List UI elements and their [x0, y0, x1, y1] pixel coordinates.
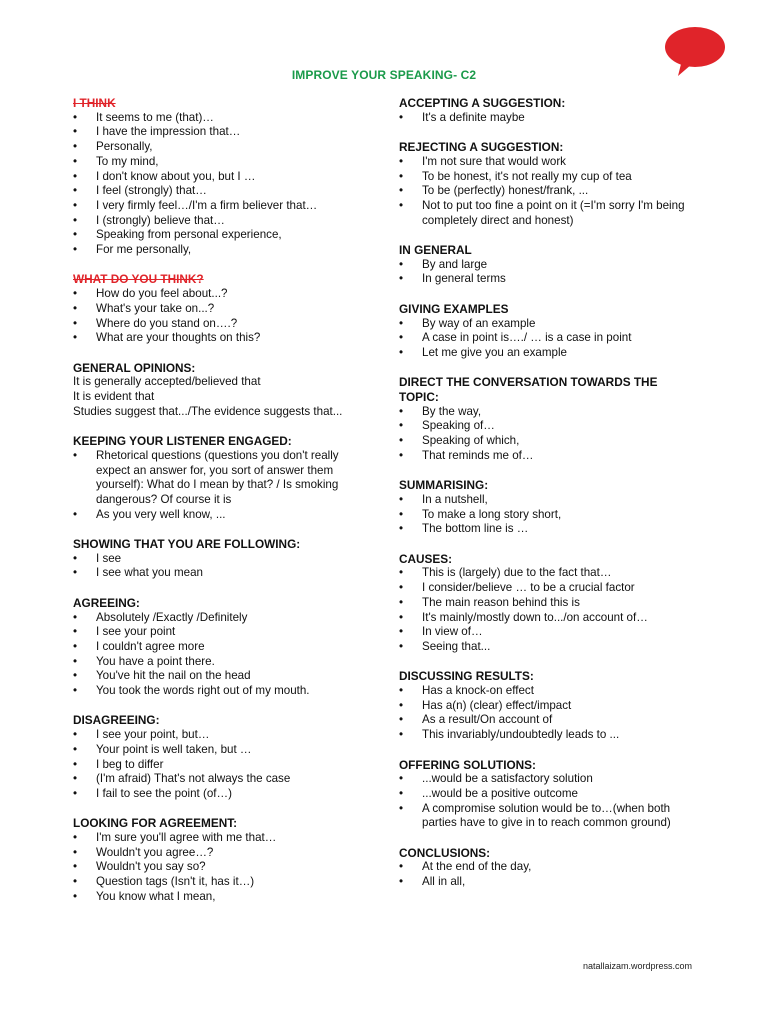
right-column	[399, 96, 699, 905]
list-item: • I don't know about you, but I …	[73, 170, 373, 185]
phrase-list	[399, 566, 699, 654]
section-heading: LOOKING FOR AGREEMENT:	[73, 816, 238, 831]
list-item: • It seems to me (that)…	[73, 111, 373, 126]
section-in-general	[399, 243, 699, 287]
list-item: • How do you feel about...?	[73, 287, 373, 302]
section-heading: SHOWING THAT YOU ARE FOLLOWING:	[73, 537, 301, 552]
list-item: • By the way,	[399, 405, 699, 420]
list-item: • This invariably/undoubtedly leads to ...	[399, 728, 699, 743]
list-item: • For me personally,	[73, 243, 373, 258]
list-item-line: dangerous? Of course it is	[96, 492, 232, 506]
phrase-list	[399, 405, 699, 464]
phrase-list	[399, 258, 699, 287]
phrase-list	[73, 831, 373, 905]
text-line: Studies suggest that.../The evidence suggests that...	[73, 404, 343, 418]
list-item-line: • Rhetorical questions (questions you don't really	[96, 448, 339, 462]
left-column	[73, 96, 373, 919]
section-accepting-suggestion	[399, 96, 699, 125]
phrase-list	[73, 449, 373, 523]
list-item: • By way of an example	[399, 317, 699, 332]
section-general-opinions	[73, 361, 373, 420]
list-item: • As you very well know, ...	[73, 508, 373, 523]
phrase-list	[73, 611, 373, 699]
section-heading: WHAT DO YOU THINK?	[73, 272, 204, 287]
list-item: • To be (perfectly) honest/frank, ...	[399, 184, 699, 199]
section-heading: GENERAL OPINIONS:	[73, 360, 196, 375]
phrase-list	[399, 155, 699, 229]
section-heading: OFFERING SOLUTIONS:	[399, 757, 536, 772]
list-item: • Seeing that...	[399, 640, 699, 655]
list-item: • You've hit the nail on the head	[73, 669, 373, 684]
footer-url: natallaizam.wordpress.com	[583, 961, 693, 971]
list-item: • Speaking from personal experience,	[73, 228, 373, 243]
list-item: • ...would be a positive outcome	[399, 787, 699, 802]
section-agreeing	[73, 596, 373, 699]
section-discussing-results	[399, 669, 699, 743]
section-what-do-you-think	[73, 272, 373, 346]
phrase-list	[399, 860, 699, 889]
list-item: • It's a definite maybe	[399, 111, 699, 126]
list-item	[73, 449, 373, 508]
list-item: • I consider/believe … to be a crucial factor	[399, 581, 699, 596]
list-item: • Wouldn't you agree…?	[73, 846, 373, 861]
list-item: • I feel (strongly) that…	[73, 184, 373, 199]
section-direct-conversation	[399, 375, 699, 463]
section-heading: AGREEING:	[73, 595, 140, 610]
list-item: • By and large	[399, 258, 699, 273]
list-item: • I see what you mean	[73, 566, 373, 581]
list-item	[399, 199, 699, 228]
list-item: • To be honest, it's not really my cup of tea	[399, 170, 699, 185]
list-item: • I beg to differ	[73, 758, 373, 773]
section-heading: DISCUSSING RESULTS:	[399, 669, 534, 684]
list-item: • I couldn't agree more	[73, 640, 373, 655]
list-item: • That reminds me of…	[399, 449, 699, 464]
list-item: • In view of…	[399, 625, 699, 640]
section-showing-following	[73, 537, 373, 581]
section-heading: CONCLUSIONS:	[399, 845, 491, 860]
section-rejecting-suggestion	[399, 140, 699, 228]
section-heading: DIRECT THE CONVERSATION TOWARDS THE	[399, 375, 658, 390]
list-item: • I see	[73, 552, 373, 567]
list-item: • To make a long story short,	[399, 508, 699, 523]
list-item: • You know what I mean,	[73, 890, 373, 905]
list-item: • I'm sure you'll agree with me that…	[73, 831, 373, 846]
list-item: • All in all,	[399, 875, 699, 890]
list-item: • What's your take on...?	[73, 302, 373, 317]
list-item: • I fail to see the point (of…)	[73, 787, 373, 802]
phrase-list	[399, 684, 699, 743]
list-item-line: • Not to put too fine a point on it (=I'm sorry I'm being	[422, 198, 685, 212]
list-item: • What are your thoughts on this?	[73, 331, 373, 346]
list-item: • You took the words right out of my mouth.	[73, 684, 373, 699]
page-title: IMPROVE YOUR SPEAKING- C2	[291, 68, 477, 82]
list-item: • Let me give you an example	[399, 346, 699, 361]
section-disagreeing	[73, 713, 373, 801]
list-item: • I have the impression that…	[73, 125, 373, 140]
list-item: • ...would be a satisfactory solution	[399, 772, 699, 787]
section-heading: REJECTING A SUGGESTION:	[399, 140, 564, 155]
phrase-list	[73, 552, 373, 581]
section-heading: I THINK	[73, 96, 116, 110]
phrase-list	[399, 317, 699, 361]
list-item: • I'm not sure that would work	[399, 155, 699, 170]
section-i-think	[73, 96, 373, 258]
list-item: • Speaking of…	[399, 419, 699, 434]
section-causes	[399, 552, 699, 655]
list-item: • Question tags (Isn't it, has it…)	[73, 875, 373, 890]
section-heading: CAUSES:	[399, 551, 453, 566]
list-item: • I see your point, but…	[73, 728, 373, 743]
list-item-line: completely direct and honest)	[422, 213, 574, 227]
list-item: • This is (largely) due to the fact that…	[399, 566, 699, 581]
phrase-list	[399, 111, 699, 126]
list-item: • At the end of the day,	[399, 860, 699, 875]
list-item: • I very firmly feel…/I'm a firm believer that…	[73, 199, 373, 214]
list-item: • In a nutshell,	[399, 493, 699, 508]
list-item: • Absolutely /Exactly /Definitely	[73, 611, 373, 626]
list-item-line: expect an answer for, you sort of answer them	[96, 463, 334, 477]
section-heading-continued: TOPIC:	[399, 390, 439, 404]
phrase-list	[73, 111, 373, 258]
list-item: • Personally,	[73, 140, 373, 155]
text-line: It is evident that	[73, 390, 155, 404]
list-item: • I see your point	[73, 625, 373, 640]
list-item: • You have a point there.	[73, 655, 373, 670]
section-heading: KEEPING YOUR LISTENER ENGAGED:	[73, 434, 292, 449]
list-item: • Wouldn't you say so?	[73, 860, 373, 875]
phrase-list	[399, 493, 699, 537]
section-offering-solutions	[399, 758, 699, 832]
section-heading: DISAGREEING:	[73, 713, 160, 728]
section-looking-for-agreement	[73, 816, 373, 904]
list-item-line: parties have to give in to reach common ground)	[422, 816, 671, 830]
list-item-line: • A compromise solution would be to…(when both	[422, 801, 671, 815]
list-item: • Has a knock-on effect	[399, 684, 699, 699]
list-item: • It's mainly/mostly down to.../on account of…	[399, 611, 699, 626]
text-line: It is generally accepted/believed that	[73, 375, 261, 389]
list-item: • Your point is well taken, but …	[73, 743, 373, 758]
list-item: • I (strongly) believe that…	[73, 214, 373, 229]
section-heading: IN GENERAL	[399, 243, 472, 257]
list-item	[399, 802, 699, 831]
list-item: • The bottom line is …	[399, 522, 699, 537]
section-heading: GIVING EXAMPLES	[399, 301, 509, 316]
list-item: • To my mind,	[73, 155, 373, 170]
list-item: • Has a(n) (clear) effect/impact	[399, 699, 699, 714]
list-item: • (I'm afraid) That's not always the case	[73, 772, 373, 787]
section-summarising	[399, 478, 699, 537]
section-giving-examples	[399, 302, 699, 361]
section-keeping-listener-engaged	[73, 434, 373, 522]
list-item: • A case in point is…./ … is a case in point	[399, 331, 699, 346]
section-heading: ACCEPTING A SUGGESTION:	[399, 96, 566, 110]
phrase-list	[73, 728, 373, 802]
section-conclusions	[399, 846, 699, 890]
list-item: • As a result/On account of	[399, 713, 699, 728]
section-heading: SUMMARISING:	[399, 478, 489, 493]
list-item-line: yourself): What do I mean by that? / Is smoking	[96, 478, 339, 492]
list-item: • Where do you stand on….?	[73, 317, 373, 332]
list-item: • Speaking of which,	[399, 434, 699, 449]
list-item: • In general terms	[399, 272, 699, 287]
list-item: • The main reason behind this is	[399, 596, 699, 611]
phrase-list	[73, 287, 373, 346]
phrase-list	[399, 772, 699, 831]
